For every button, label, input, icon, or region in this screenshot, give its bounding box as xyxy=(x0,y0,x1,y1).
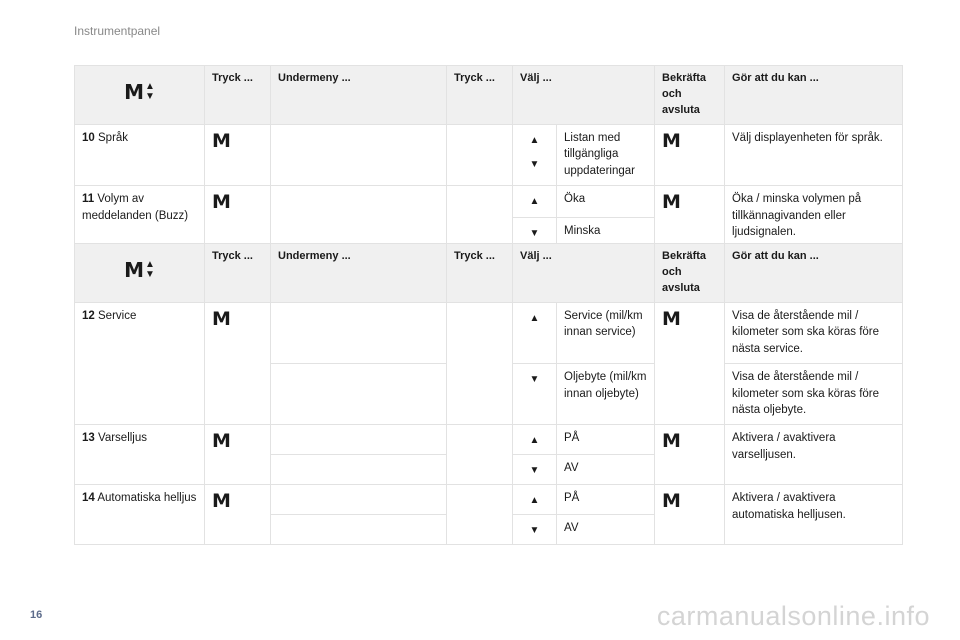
arrow-up-icon: ▲ xyxy=(513,424,557,454)
m-button-icon: M xyxy=(655,185,725,247)
option-text: Oljebyte (mil/km innan oljebyte) xyxy=(557,363,655,424)
table-header-row xyxy=(75,244,903,303)
m-button-icon: M xyxy=(205,484,271,544)
m-button-icon: M xyxy=(205,302,271,424)
table-header-row xyxy=(75,66,903,125)
m-button-icon: M xyxy=(205,124,271,185)
table-row xyxy=(75,185,903,217)
col-press-2: Tryck ... xyxy=(447,66,513,125)
mode-button-icon: M ▲ ▼ xyxy=(124,79,155,104)
arrow-down-icon: ▼ xyxy=(513,454,557,484)
row-label: 13 Varselljus xyxy=(75,424,205,484)
page-number: 16 xyxy=(30,609,43,621)
row-label: 11 Volym av meddelanden (Buzz) xyxy=(75,185,205,247)
col-select: Välj ... xyxy=(513,66,655,125)
m-button-icon: M xyxy=(655,424,725,484)
arrow-up-icon: ▲ xyxy=(513,185,557,217)
option-text: AV xyxy=(557,454,655,484)
arrow-down-icon: ▼ xyxy=(513,217,557,247)
table-row xyxy=(75,302,903,363)
action-text: Öka / minska volymen på tillkännagivanden eller ljudsignalen. xyxy=(725,185,903,247)
option-text: PÅ xyxy=(557,424,655,454)
m-button-icon: M xyxy=(655,302,725,424)
arrow-down-icon: ▼ xyxy=(513,514,557,544)
table-row xyxy=(75,124,903,185)
option-text: Öka xyxy=(557,185,655,217)
action-text: Aktivera / avaktivera automatiska helljusen. xyxy=(725,484,903,544)
m-button-icon: M xyxy=(205,185,271,247)
mode-header-cell xyxy=(75,244,205,303)
col-confirm: Bekräfta och avsluta xyxy=(655,244,725,303)
up-down-arrows-icon: ▲ ▼ xyxy=(513,124,557,185)
m-button-icon: M xyxy=(655,484,725,544)
action-text: Välj displayenheten för språk. xyxy=(725,124,903,185)
action-text: Aktivera / avaktivera varselljusen. xyxy=(725,424,903,484)
mode-header-cell xyxy=(75,66,205,125)
option-text: Service (mil/km innan service) xyxy=(557,302,655,363)
m-button-icon: M xyxy=(205,424,271,484)
arrow-up-icon: ▲ xyxy=(513,484,557,514)
col-submenu: Undermeny ... xyxy=(271,244,447,303)
table-row xyxy=(75,484,903,514)
option-text: PÅ xyxy=(557,484,655,514)
action-text: Visa de återstående mil / kilometer som ska köras före nästa service. xyxy=(725,302,903,363)
arrow-down-icon: ▼ xyxy=(513,363,557,424)
col-press-1: Tryck ... xyxy=(205,66,271,125)
m-button-icon: M xyxy=(655,124,725,185)
col-action: Gör att du kan ... xyxy=(725,244,903,303)
option-text: AV xyxy=(557,514,655,544)
action-text: Visa de återstående mil / kilometer som ska köras före nästa oljebyte. xyxy=(725,363,903,424)
option-text: Minska xyxy=(557,217,655,247)
arrow-up-icon: ▲ xyxy=(513,302,557,363)
settings-table-1 xyxy=(74,65,903,247)
col-confirm: Bekräfta och avsluta xyxy=(655,66,725,125)
col-submenu: Undermeny ... xyxy=(271,66,447,125)
col-press-1: Tryck ... xyxy=(205,244,271,303)
col-action: Gör att du kan ... xyxy=(725,66,903,125)
row-label: 14 Automatiska helljus xyxy=(75,484,205,544)
watermark: carmanualsonline.info xyxy=(656,601,930,631)
table-row xyxy=(75,424,903,454)
option-text: Listan med tillgängliga uppdateringar xyxy=(557,124,655,185)
settings-table-2 xyxy=(74,243,903,545)
page-header: Instrumentpanel xyxy=(74,24,161,38)
row-label: 12 Service xyxy=(75,302,205,424)
col-select: Välj ... xyxy=(513,244,655,303)
col-press-2: Tryck ... xyxy=(447,244,513,303)
row-label: 10 Språk xyxy=(75,124,205,185)
mode-button-icon: M ▲ ▼ xyxy=(124,257,155,282)
